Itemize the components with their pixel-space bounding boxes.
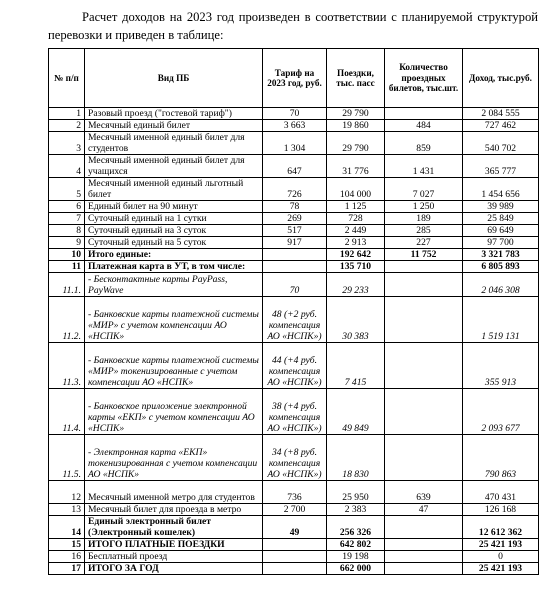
row-trips: 18 830 [327, 435, 385, 481]
row-trips: 29 233 [327, 273, 385, 297]
row-tickets [385, 563, 463, 575]
table-row [49, 249, 539, 261]
row-trips: 29 790 [327, 132, 385, 155]
table-header-row [49, 49, 539, 108]
row-number: 1 [49, 108, 85, 120]
header-trips: Поездки, тыс. пасс [327, 49, 385, 108]
row-income: 12 612 362 [463, 516, 539, 539]
row-tickets: 1 250 [385, 201, 463, 213]
row-number: 2 [49, 120, 85, 132]
row-tickets: 1 431 [385, 155, 463, 178]
table-row [49, 273, 539, 297]
row-ticket-type: Суточный единый на 5 суток [85, 237, 263, 249]
row-trips: 104 000 [327, 178, 385, 201]
row-income: 69 649 [463, 225, 539, 237]
row-tariff: 70 [263, 108, 327, 120]
row-tariff: 517 [263, 225, 327, 237]
row-tickets [385, 389, 463, 435]
row-number: 17 [49, 563, 85, 575]
row-trips: 31 776 [327, 155, 385, 178]
row-tariff [263, 563, 327, 575]
row-trips: 19 860 [327, 120, 385, 132]
row-tariff: 1 304 [263, 132, 327, 155]
row-tariff: 3 663 [263, 120, 327, 132]
row-tariff: 917 [263, 237, 327, 249]
row-tickets: 639 [385, 481, 463, 504]
row-tariff: 2 700 [263, 504, 327, 516]
row-tariff [263, 539, 327, 551]
row-trips: 1 125 [327, 201, 385, 213]
row-income: 3 321 783 [463, 249, 539, 261]
row-number: 8 [49, 225, 85, 237]
row-tickets [385, 297, 463, 343]
row-trips: 192 642 [327, 249, 385, 261]
row-tariff [263, 551, 327, 563]
row-tariff [263, 249, 327, 261]
table-row [49, 225, 539, 237]
row-number: 11.3. [49, 343, 85, 389]
row-trips: 29 790 [327, 108, 385, 120]
row-ticket-type: Месячный билет для проезда в метро [85, 504, 263, 516]
row-tickets: 227 [385, 237, 463, 249]
row-number: 9 [49, 237, 85, 249]
row-number: 11.5. [49, 435, 85, 481]
row-number: 3 [49, 132, 85, 155]
row-tariff: 726 [263, 178, 327, 201]
row-number: 15 [49, 539, 85, 551]
row-ticket-type: Месячный именной единый билет для студентов [85, 132, 263, 155]
row-trips: 135 710 [327, 261, 385, 273]
row-ticket-type: - Бесконтактные карты PayPass, PayWave [85, 273, 263, 297]
table-row [49, 201, 539, 213]
row-trips: 256 326 [327, 516, 385, 539]
row-tickets: 11 752 [385, 249, 463, 261]
row-tickets: 285 [385, 225, 463, 237]
row-tickets [385, 435, 463, 481]
row-tickets: 47 [385, 504, 463, 516]
row-number: 6 [49, 201, 85, 213]
row-ticket-type: - Электронная карта «ЕКП» токенизированная с учетом компенсации АО «НСПК» [85, 435, 263, 481]
revenue-table [48, 48, 539, 575]
row-number: 11 [49, 261, 85, 273]
row-ticket-type: Месячный именной единый льготный билет [85, 178, 263, 201]
row-trips: 728 [327, 213, 385, 225]
row-trips: 49 849 [327, 389, 385, 435]
row-ticket-type: - Банковские карты платежной системы «МИР» токенизированные с учетом компенсации АО «НСПК» [85, 343, 263, 389]
row-income: 6 805 893 [463, 261, 539, 273]
table-row [49, 563, 539, 575]
header-tickets: Количество проездных билетов, тыс.шт. [385, 49, 463, 108]
table-row [49, 155, 539, 178]
row-tickets: 484 [385, 120, 463, 132]
row-number: 10 [49, 249, 85, 261]
row-number: 11.1. [49, 273, 85, 297]
table-row [49, 120, 539, 132]
row-income: 1 519 131 [463, 297, 539, 343]
row-tariff [263, 261, 327, 273]
row-tariff: 736 [263, 481, 327, 504]
row-ticket-type: Единый билет на 90 минут [85, 201, 263, 213]
table-row [49, 132, 539, 155]
row-number: 13 [49, 504, 85, 516]
row-number: 11.2. [49, 297, 85, 343]
row-number: 11.4. [49, 389, 85, 435]
header-income: Доход, тыс.руб. [463, 49, 539, 108]
row-trips: 25 950 [327, 481, 385, 504]
row-income: 25 421 193 [463, 539, 539, 551]
row-income: 727 462 [463, 120, 539, 132]
row-tickets [385, 261, 463, 273]
row-tickets [385, 108, 463, 120]
header-number: № п/п [49, 49, 85, 108]
row-tickets [385, 273, 463, 297]
row-trips: 662 000 [327, 563, 385, 575]
row-ticket-type: Единый электронный билет (Электронный кошелек) [85, 516, 263, 539]
row-number: 7 [49, 213, 85, 225]
row-ticket-type: Месячный единый билет [85, 120, 263, 132]
row-tariff: 34 (+8 руб. компенсация АО «НСПК») [263, 435, 327, 481]
row-number: 5 [49, 178, 85, 201]
table-row [49, 435, 539, 481]
row-ticket-type: - Банковские карты платежной системы «МИР» с учетом компенсации АО «НСПК» [85, 297, 263, 343]
row-tickets [385, 343, 463, 389]
row-trips: 7 415 [327, 343, 385, 389]
table-row [49, 261, 539, 273]
row-tickets: 7 027 [385, 178, 463, 201]
row-trips: 2 383 [327, 504, 385, 516]
row-trips: 19 198 [327, 551, 385, 563]
row-tickets [385, 516, 463, 539]
row-tariff: 647 [263, 155, 327, 178]
header-ticket-type: Вид ПБ [85, 49, 263, 108]
row-income: 25 421 193 [463, 563, 539, 575]
row-income: 470 431 [463, 481, 539, 504]
row-income: 97 700 [463, 237, 539, 249]
row-ticket-type: - Банковское приложение электронной карты «ЕКП» с учетом компенсации АО «НСПК» [85, 389, 263, 435]
table-row [49, 516, 539, 539]
row-ticket-type: Суточный единый на 3 суток [85, 225, 263, 237]
table-body [49, 108, 539, 575]
row-tickets: 859 [385, 132, 463, 155]
header-tariff: Тариф на 2023 год, руб. [263, 49, 327, 108]
row-tariff: 49 [263, 516, 327, 539]
row-ticket-type: ИТОГО ПЛАТНЫЕ ПОЕЗДКИ [85, 539, 263, 551]
row-trips: 642 802 [327, 539, 385, 551]
row-number: 12 [49, 481, 85, 504]
row-number: 4 [49, 155, 85, 178]
row-tariff: 38 (+4 руб. компенсация АО «НСПК») [263, 389, 327, 435]
table-row [49, 504, 539, 516]
table-row [49, 108, 539, 120]
row-tariff: 44 (+4 руб. компенсация АО «НСПК») [263, 343, 327, 389]
row-number: 16 [49, 551, 85, 563]
row-trips: 30 383 [327, 297, 385, 343]
row-ticket-type: ИТОГО ЗА ГОД [85, 563, 263, 575]
row-ticket-type: Суточный единый на 1 сутки [85, 213, 263, 225]
intro-paragraph: Расчет доходов на 2023 год произведен в соответствии с планируемой структурой перевозки и приведен в таблице: [48, 10, 538, 42]
row-ticket-type: Платежная карта в УТ, в том числе: [85, 261, 263, 273]
row-number: 14 [49, 516, 85, 539]
row-tickets [385, 539, 463, 551]
table-row [49, 389, 539, 435]
row-income: 0 [463, 551, 539, 563]
row-income: 790 863 [463, 435, 539, 481]
row-tickets: 189 [385, 213, 463, 225]
table-row [49, 551, 539, 563]
table-row [49, 343, 539, 389]
table-row [49, 237, 539, 249]
table-row [49, 481, 539, 504]
table-row [49, 297, 539, 343]
row-income: 365 777 [463, 155, 539, 178]
row-tariff: 70 [263, 273, 327, 297]
row-income: 540 702 [463, 132, 539, 155]
row-income: 1 454 656 [463, 178, 539, 201]
row-income: 355 913 [463, 343, 539, 389]
row-tariff: 48 (+2 руб. компенсация АО «НСПК») [263, 297, 327, 343]
row-ticket-type: Месячный именной метро для студентов [85, 481, 263, 504]
row-income: 2 093 677 [463, 389, 539, 435]
row-income: 39 989 [463, 201, 539, 213]
row-ticket-type: Итого единые: [85, 249, 263, 261]
row-trips: 2 913 [327, 237, 385, 249]
table-row [49, 178, 539, 201]
row-income: 25 849 [463, 213, 539, 225]
row-tickets [385, 551, 463, 563]
table-row [49, 213, 539, 225]
row-trips: 2 449 [327, 225, 385, 237]
row-ticket-type: Месячный именной единый билет для учащихся [85, 155, 263, 178]
row-ticket-type: Разовый проезд ("гостевой тариф") [85, 108, 263, 120]
row-tariff: 78 [263, 201, 327, 213]
row-ticket-type: Бесплатный проезд [85, 551, 263, 563]
row-tariff: 269 [263, 213, 327, 225]
row-income: 2 046 308 [463, 273, 539, 297]
row-income: 126 168 [463, 504, 539, 516]
row-income: 2 084 555 [463, 108, 539, 120]
table-row [49, 539, 539, 551]
